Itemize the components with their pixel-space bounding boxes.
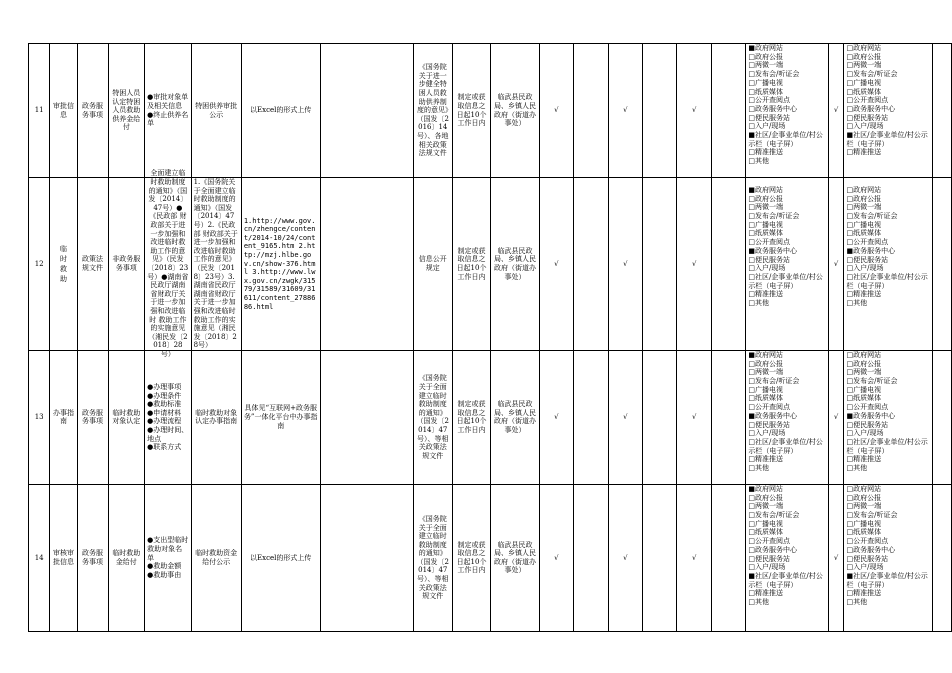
table-row xyxy=(29,484,952,631)
disclosure-subject: 《国务院关于全面建立临时救助制度的通知》（国发〔2014〕47号）、等相关政策法规文件 xyxy=(413,350,452,484)
disclosure-basis: 临时救助对象认定办事指南 xyxy=(191,350,241,484)
channels-list: □政府网站 □政府公报 □两微一端 □发布会/听证会 □广播电视 □纸质媒体 □公开查阅点 ■政务服务中心 □便民服务站 □入户/现场 □社区/企事业单位/村公示栏（电子屏） □精准推送 □其他 xyxy=(844,178,932,351)
empty-cell xyxy=(320,178,413,351)
empty-cell xyxy=(320,484,413,631)
item-level2: 政务服务事项 xyxy=(77,350,108,484)
check-cell xyxy=(574,178,608,351)
check-cell xyxy=(574,484,608,631)
item-level2: 政务服务事项 xyxy=(77,484,108,631)
item-level2: 政策法规文件 xyxy=(77,178,108,351)
row-number: 11 xyxy=(29,44,50,178)
row-number: 12 xyxy=(29,178,50,351)
disclosure-org: 临武县民政局、乡镇人民政府（街道办事处） xyxy=(491,484,539,631)
channels-list: ■政府网站 □政府公报 □两微一端 □发布会/听证会 □广播电视 □纸质媒体 □公开查阅点 □政务服务中心 □便民服务站 □入户/现场 ■社区/企事业单位/村公示栏（电子屏） □精准推送 □其他 xyxy=(746,484,828,631)
item-level1: 临时救助 xyxy=(50,178,77,351)
channels-list: ■政府网站 □政府公报 □两微一端 □发布会/听证会 □广播电视 □纸质媒体 □公开查阅点 □政务服务中心 □便民服务站 □入户/现场 ■社区/企事业单位/村公示栏（电子屏） □精准推送 □其他 xyxy=(746,44,828,178)
empty-cell xyxy=(932,350,951,484)
check-cell: √ xyxy=(608,484,643,631)
item-content: 非政务服务事项 xyxy=(108,178,145,351)
empty-cell xyxy=(932,484,951,631)
check-cell: √ xyxy=(677,44,712,178)
check-cell: √ xyxy=(828,178,844,351)
check-cell: √ xyxy=(677,178,712,351)
item-level2: 政务服务事项 xyxy=(77,44,108,178)
item-level1: 审核审批信息 xyxy=(50,484,77,631)
channels-list: □政府网站 □政府公报 □两微一端 □发布会/听证会 □广播电视 □纸质媒体 □公开查阅点 □政务服务中心 □便民服务站 □入户/现场 ■社区/企事业单位/村公示栏（电子屏） □精准推送 □其他 xyxy=(844,484,932,631)
disclosure-format: 以Excel的形式上传 xyxy=(241,44,320,178)
disclosure-org: 临武县民政局、乡镇人民政府（街道办事处） xyxy=(491,178,539,351)
source-links: 1.http://www.gov.cn/zhengce/content/2014-10/24/content_9165.htm 2.http://mzj.hlbe.gov.cn/show-376.html 3.http://www.lwx.gov.cn/zwgk/31579/31589/31609/31611/content_2788686.html xyxy=(241,178,320,351)
empty-cell xyxy=(320,350,413,484)
check-cell: √ xyxy=(539,484,574,631)
empty-cell xyxy=(932,44,951,178)
disclosure-basis: 临时救助资金给付公示 xyxy=(191,484,241,631)
check-cell: √ xyxy=(677,350,712,484)
channels-list: □政府网站 □政府公报 □两微一端 □发布会/听证会 □广播电视 □纸质媒体 □公开查阅点 ■政务服务中心 □便民服务站 □入户/现场 □社区/企事业单位/村公示栏（电子屏） □精准推送 □其他 xyxy=(844,350,932,484)
check-cell: √ xyxy=(828,350,844,484)
disclosure-subject: 信息公开规定 xyxy=(413,178,452,351)
empty-cell xyxy=(320,44,413,178)
item-content: 临时救助金给付 xyxy=(108,484,145,631)
item-level1: 办事指南 xyxy=(50,350,77,484)
check-cell xyxy=(712,178,746,351)
check-cell: √ xyxy=(677,484,712,631)
element-item: ●终止供养名单 xyxy=(147,110,189,128)
disclosure-format: 具体见“互联网+政务服务”一体化平台中办事指南 xyxy=(241,350,320,484)
disclosure-elements xyxy=(145,44,191,178)
check-cell xyxy=(643,350,677,484)
check-cell: √ xyxy=(828,484,844,631)
check-cell xyxy=(574,350,608,484)
check-cell: √ xyxy=(608,44,643,178)
disclosure-basis: 特困供养审批公示 xyxy=(191,44,241,178)
disclosure-format: 以Excel的形式上传 xyxy=(241,484,320,631)
row-number: 13 xyxy=(29,350,50,484)
item-content: 临时救助对象认定 xyxy=(108,350,145,484)
check-cell xyxy=(712,484,746,631)
disclosure-table xyxy=(28,43,952,632)
empty-cell xyxy=(932,178,951,351)
check-cell: √ xyxy=(608,350,643,484)
disclosure-basis: 1.《国务院关于全面建立临时救助制度的通知》（国发〔2014〕47号）2.《民政部 财政部关于进一步加强和改进临时救助工作的意见》（民发〔2018〕23号）3.湖南省民政厅湖南省财政厅关于进一步加强和改进临时 救助工作的实施意见（湘民发〔2018〕28号） xyxy=(191,178,241,351)
disclosure-elements: ●支出型临时救助对象名单 ●救助金额 ●救助事由 xyxy=(145,484,191,631)
disclosure-org: 临武县民政局、乡镇人民政府（街道办事处） xyxy=(491,44,539,178)
check-cell xyxy=(574,44,608,178)
check-cell: √ xyxy=(828,44,844,178)
element-item: ●审批对象单及相关信息 xyxy=(147,93,189,110)
channels-list: ■政府网站 □政府公报 □两微一端 □发布会/听证会 □广播电视 □纸质媒体 □公开查阅点 ■政务服务中心 □便民服务站 □入户/现场 □社区/企事业单位/村公示栏（电子屏） □精准推送 □其他 xyxy=(746,178,828,351)
check-cell: √ xyxy=(539,44,574,178)
disclosure-elements: ●办理事项 ●办理条件 ●救助标准 ●申请材料 ●办理流程 ●办理时间、地点 ●联系方式 xyxy=(145,350,191,484)
disclosure-deadline: 制定或获取信息之日起10个工作日内 xyxy=(452,484,491,631)
check-cell: √ xyxy=(539,178,574,351)
disclosure-subject: 《国务院关于全面建立临时救助制度的通知》（国发〔2014〕47号）、等相关政策法规文件 xyxy=(413,484,452,631)
check-cell xyxy=(712,350,746,484)
disclosure-deadline: 制定或获取信息之日起10个工作日内 xyxy=(452,178,491,351)
disclosure-subject: 《国务院关于进一步健全特困人员救助供养制度的意见》（国发〔2016〕14号）、各地相关政策法规文件 xyxy=(413,44,452,178)
item-content: 特困人员认定特困人员救助供养金给付 xyxy=(108,44,145,178)
disclosure-elements: 全面建立临时救助制度的通知》（国发〔2014〕47号）●《民政部 财政部关于进一步加强和改进临时救助工作的意见》（民发〔2018〕23号）●湖南省民政厅湖南省财政厅关于进一步加强和改进临时 救助工作的实施意见（湘民发〔2018〕28 号） xyxy=(145,178,191,351)
table-row xyxy=(29,178,952,351)
check-cell xyxy=(643,44,677,178)
disclosure-deadline: 制定或获取信息之日起10个工作日内 xyxy=(452,44,491,178)
channels-list: ■政府网站 □政府公报 □两微一端 □发布会/听证会 □广播电视 □纸质媒体 □公开查阅点 ■政务服务中心 □便民服务站 □入户/现场 □社区/企事业单位/村公示栏（电子屏） □精准推送 □其他 xyxy=(746,350,828,484)
check-cell xyxy=(643,484,677,631)
disclosure-org: 临武县民政局、乡镇人民政府（街道办事处） xyxy=(491,350,539,484)
item-level1: 审批信息 xyxy=(50,44,77,178)
check-cell xyxy=(643,178,677,351)
table-row xyxy=(29,44,952,178)
channels-list: □政府网站 □政府公报 □两微一端 □发布会/听证会 □广播电视 □纸质媒体 □公开查阅点 □政务服务中心 □便民服务站 □入户/现场 ■社区/企事业单位/村公示栏（电子屏） □精准推送 xyxy=(844,44,932,178)
check-cell: √ xyxy=(539,350,574,484)
check-cell xyxy=(712,44,746,178)
row-number: 14 xyxy=(29,484,50,631)
disclosure-deadline: 制定或获取信息之日起10个工作日内 xyxy=(452,350,491,484)
table-row xyxy=(29,350,952,484)
check-cell: √ xyxy=(608,178,643,351)
